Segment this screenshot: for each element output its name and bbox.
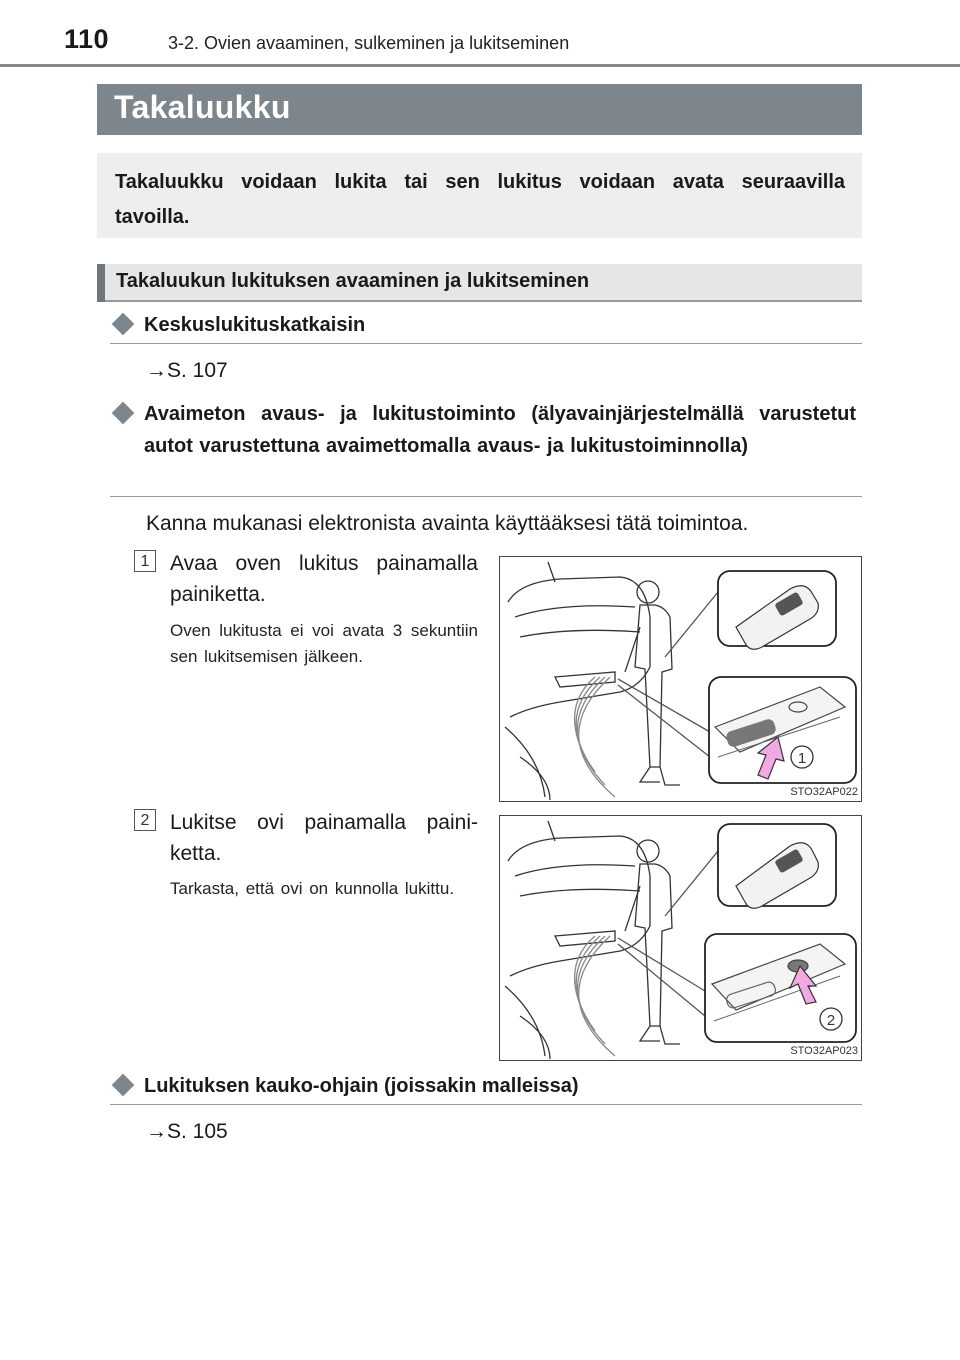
car-unlock-illustration: [500, 557, 860, 800]
step-1-note: Oven lukitusta ei voi avata 3 sekuntiin sen lukitsemisen jälkeen.: [170, 621, 478, 666]
step-1-text: Avaa oven lukitus painamalla painiketta.: [170, 552, 478, 606]
page-title: Takaluukku: [114, 89, 291, 125]
diamond-bullet-icon: [112, 1074, 135, 1097]
car-lock-illustration: [500, 816, 860, 1059]
figure-code: STO32AP023: [790, 1045, 858, 1057]
item-rule: [110, 1104, 862, 1105]
item-title-central-lock: Keskuslukituskatkaisin: [144, 314, 366, 336]
header-rule: [0, 64, 960, 67]
page-ref-link[interactable]: →S. 105: [146, 1120, 228, 1143]
step-number-badge: 1: [134, 550, 156, 572]
diamond-bullet-icon: [112, 313, 135, 336]
item-text-keyless: Kanna mukanasi elektronista avainta käyttääksesi tätä toimintoa.: [146, 512, 749, 535]
callout-number: 2: [826, 1012, 836, 1029]
chapter-title: 3-2. Ovien avaaminen, sulkeminen ja lukitseminen: [168, 33, 570, 53]
step-2-note: Tarkasta, että ovi on kunnolla lukittu.: [170, 879, 455, 898]
figure-code: STO32AP022: [790, 786, 858, 798]
section-heading: Takaluukun lukituksen avaaminen ja lukitseminen: [116, 270, 590, 292]
item-title-keyless: Avaimeton avaus- ja lukitustoiminto (älyavainjärjestelmällä varustetut autot varustettuna avaimettomalla avaus- ja lukitustoiminnolla): [144, 403, 856, 457]
item-rule: [110, 343, 862, 344]
section-accent: [97, 264, 105, 302]
item-rule: [110, 496, 862, 497]
step-2-text: Lukitse ovi painamalla painiketta.: [170, 811, 478, 865]
page-number: 110: [64, 24, 110, 54]
intro-text: Takaluukku voidaan lukita tai sen lukitus voidaan avata seuraavilla tavoilla.: [115, 171, 845, 228]
step-number-badge: 2: [134, 809, 156, 831]
callout-number: 1: [797, 750, 807, 767]
page-ref-link[interactable]: →S. 107: [146, 359, 228, 382]
figure-lock: [499, 815, 862, 1061]
diamond-bullet-icon: [112, 402, 135, 425]
figure-unlock: [499, 556, 862, 802]
item-title-remote: Lukituksen kauko-ohjain (joissakin malleissa): [144, 1075, 579, 1097]
